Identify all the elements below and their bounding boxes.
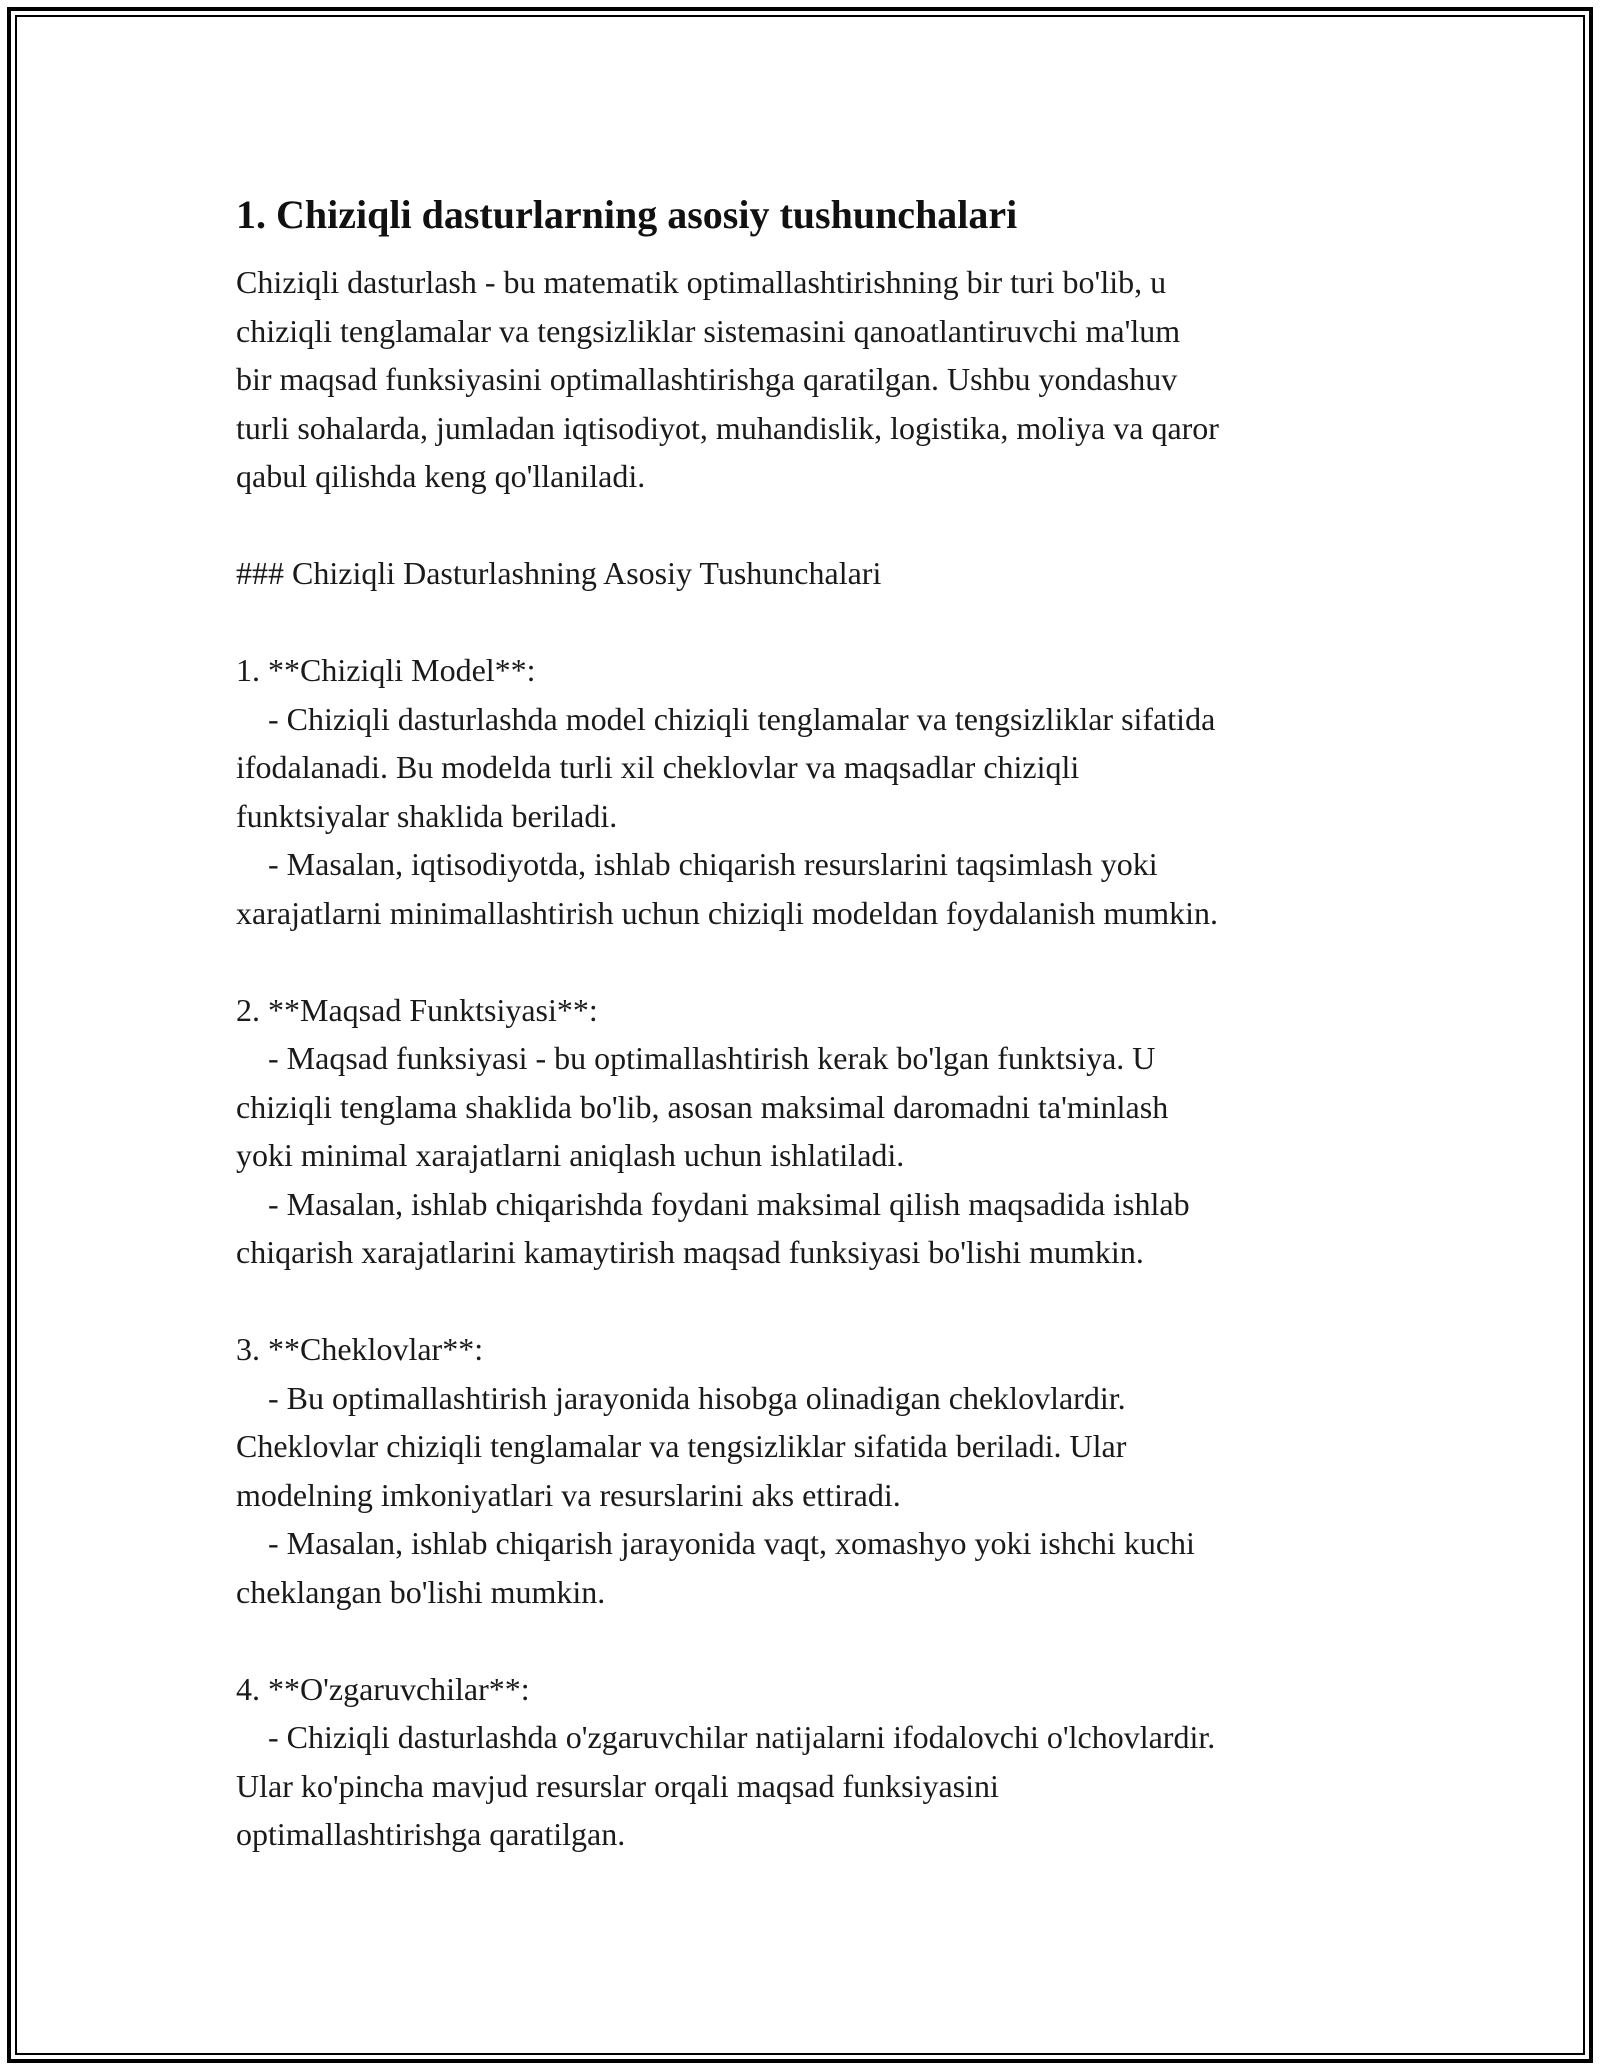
text-line: chiqarish xarajatlarini kamaytirish maqsad funksiyasi bo'lishi mumkin. [236,1234,1144,1270]
text-line: modelning imkoniyatlari va resurslarini aks ettiradi. [236,1476,901,1513]
text-line: qabul qilishda keng qo'llaniladi. [236,458,646,494]
text-line: 4. **O'zgaruvchilar**: [236,1670,530,1707]
text-line: yoki minimal xarajatlarni aniqlash uchun ishlatiladi. [236,1137,905,1173]
document-text [236,258,1376,1859]
blank-line [236,1616,1376,1665]
text-line: bir maqsad funksiyasini optimallashtirishga qaratilgan. Ushbu yondashuv [236,361,1178,397]
text-line: 1. **Chiziqli Model**: [236,652,536,688]
text-line: - Chiziqli dasturlashda model chiziqli tenglamalar va tengsizliklar sifatida [236,700,1216,737]
text-line: - Chiziqli dasturlashda o'zgaruvchilar natijalarni ifodalovchi o'lchovlardir. [236,1719,1216,1755]
text-line: funktsiyalar shaklida beriladi. [236,797,618,834]
text-line: optimallashtirishga qaratilgan. [236,1816,626,1852]
document-body [236,188,1376,1859]
text-line: 2. **Maqsad Funktsiyasi**: [236,991,598,1028]
text-line: 3. **Cheklovlar**: [236,1331,484,1367]
blank-line [236,1277,1376,1326]
blank-line [236,598,1376,647]
text-line: Cheklovlar chiziqli tenglamalar va tengsizliklar sifatida beriladi. Ular [236,1428,1127,1464]
text-line: Ular ko'pincha mavjud resurslar orqali maqsad funksiyasini [236,1767,999,1804]
text-line: ### Chiziqli Dasturlashning Asosiy Tushunchalari [236,555,882,591]
blank-line [236,937,1376,986]
text-line: chiziqli tenglamalar va tengsizliklar sistemasini qanoatlantiruvchi ma'lum [236,312,1181,349]
text-line: chiziqli tenglama shaklida bo'lib, asosan maksimal daromadni ta'minlash [236,1088,1169,1125]
text-line: ifodalanadi. Bu modelda turli xil cheklovlar va maqsadlar chiziqli [236,749,1080,785]
text-line: Chiziqli dasturlash - bu matematik optimallashtirishning bir turi bo'lib, u [236,264,1167,300]
text-line: - Masalan, iqtisodiyotda, ishlab chiqarish resurslarini taqsimlash yoki [236,846,1158,882]
page-title: 1. Chiziqli dasturlarning asosiy tushunchalari [236,192,1018,237]
text-line: - Bu optimallashtirish jarayonida hisobga olinadigan cheklovlardir. [236,1379,1126,1416]
text-line: - Masalan, ishlab chiqarishda foydani maksimal qilish maqsadida ishlab [236,1185,1190,1222]
text-line: xarajatlarni minimallashtirish uchun chiziqli modeldan foydalanish mumkin. [236,894,1218,931]
text-line: - Masalan, ishlab chiqarish jarayonida vaqt, xomashyo yoki ishchi kuchi [236,1525,1195,1561]
text-line: cheklangan bo'lishi mumkin. [236,1573,606,1610]
text-line: turli sohalarda, jumladan iqtisodiyot, muhandislik, logistika, moliya va qaror [236,409,1219,446]
blank-line [236,501,1376,550]
text-line: - Maqsad funksiyasi - bu optimallashtirish kerak bo'lgan funktsiya. U [236,1040,1156,1076]
